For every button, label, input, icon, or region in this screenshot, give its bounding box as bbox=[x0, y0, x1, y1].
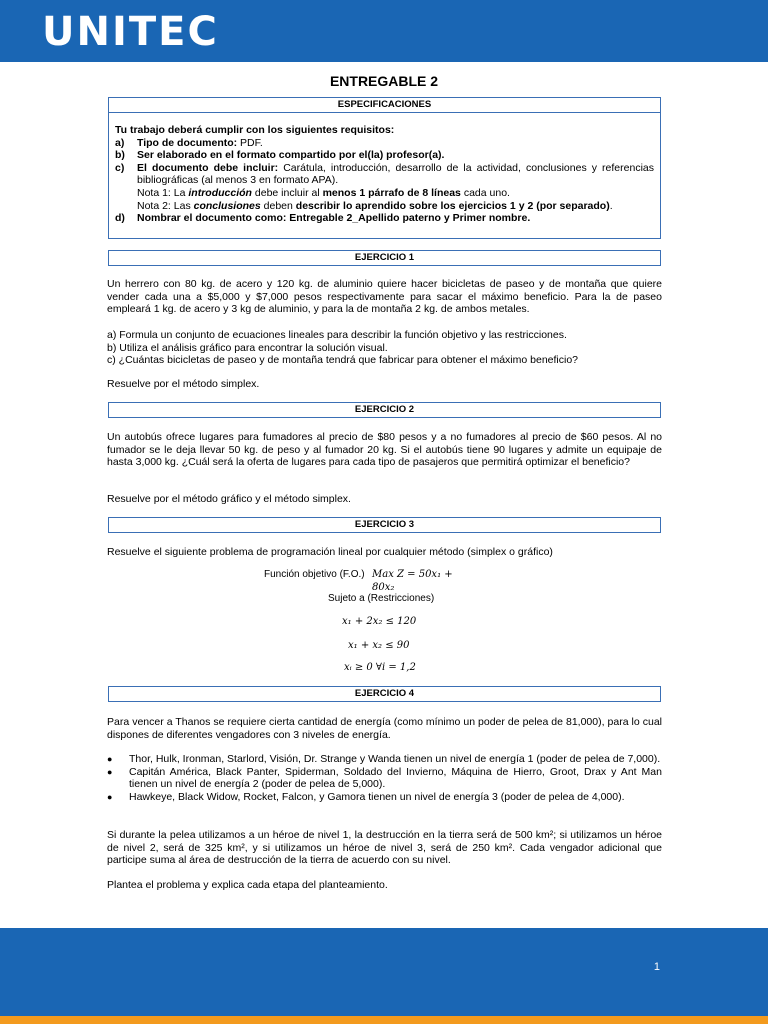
exercise-1-problem: Un herrero con 80 kg. de acero y 120 kg. de aluminio quiere hacer bicicletas de paseo y de montaña que quiere vender cada una a $5,000 y $7,000 pesos respectivamente para sacar el máximo beneficio. Para la de paseo empleará 1 kg. de acero y 3 kg de aluminio, y para la de montaña 2 kg. de ambos metales. bbox=[107, 278, 662, 316]
requirement-detail: PDF. bbox=[237, 136, 263, 149]
footer-bar bbox=[0, 928, 768, 1016]
requirements-intro: Tu trabajo deberá cumplir con los siguientes requisitos: bbox=[115, 124, 395, 136]
constraint-2: x₁ + x₂ ≤ 90 bbox=[348, 640, 410, 651]
header-bar bbox=[0, 0, 768, 62]
requirement-text bbox=[137, 137, 654, 150]
note-1 bbox=[115, 187, 654, 200]
bullet-icon: ● bbox=[107, 791, 113, 802]
list-item-text: Hawkeye, Black Widow, Rocket, Falcon, y Gamora tienen un nivel de energía 3 (poder de pelea de 4,000). bbox=[129, 790, 625, 803]
requirement-text bbox=[137, 212, 654, 225]
objective-label: Función objetivo (F.O.) bbox=[264, 569, 365, 580]
question-a: a) Formula un conjunto de ecuaciones lineales para describir la función objetivo y las restricciones. bbox=[107, 329, 567, 341]
bullet-icon: ● bbox=[107, 754, 113, 764]
exercise-2-header bbox=[108, 402, 661, 418]
requirement-letter: d) bbox=[115, 212, 125, 225]
note-emphasis: conclusiones bbox=[193, 199, 261, 212]
requirement-label: Nombrar el documento como: bbox=[137, 212, 287, 225]
note-bold: menos 1 párrafo de 8 líneas bbox=[322, 186, 461, 199]
exercise-1-heading: EJERCICIO 1 bbox=[354, 252, 415, 263]
constraint-1: x₁ + 2x₂ ≤ 120 bbox=[342, 616, 417, 627]
note-emphasis: introducción bbox=[188, 186, 252, 199]
page-title: ENTREGABLE 2 bbox=[329, 73, 439, 89]
requirement-c bbox=[115, 162, 654, 187]
requirement-letter: a) bbox=[115, 136, 125, 149]
page-number: 1 bbox=[653, 961, 660, 973]
exercise-3-header bbox=[108, 517, 661, 533]
requirement-text bbox=[137, 162, 654, 187]
list-item-text: Thor, Hulk, Ironman, Starlord, Visión, Dr. Strange y Wanda tienen un nivel de energía 1 (poder de pelea de 7,000). bbox=[129, 753, 661, 765]
requirement-label: Ser elaborado en el formato compartido por el(la) profesor(a). bbox=[137, 149, 445, 162]
unitec-logo: UNITEC bbox=[42, 9, 219, 55]
specifications-heading: ESPECIFICACIONES bbox=[109, 98, 660, 113]
exercise-1-questions bbox=[107, 329, 662, 367]
note-text: debe incluir al bbox=[251, 186, 323, 199]
note-bold: describir lo aprendido sobre los ejercicios 1 y 2 (por separado) bbox=[295, 199, 610, 212]
list-item bbox=[107, 766, 662, 791]
requirement-detail: Carátula, introducción, desarrollo de la actividad, conclusiones y referencias bibliográficas (al menos 3 en formato APA). bbox=[137, 161, 654, 187]
list-item-text: Capitán América, Black Panter, Spiderman, Soldado del Invierno, Máquina de Hierro, Groot, Drax y Ant Man tienen un nivel de energía 2 (poder de pelea de 5,000). bbox=[129, 765, 662, 791]
note-text: cada uno. bbox=[460, 186, 510, 199]
requirement-text bbox=[137, 149, 654, 162]
note-text: . bbox=[609, 199, 613, 212]
requirement-label: Tipo de documento: bbox=[137, 136, 238, 149]
note-2 bbox=[115, 200, 654, 213]
question-c: c) ¿Cuántas bicicletas de paseo y de montaña tendrá que fabricar para obtener el máximo beneficio? bbox=[107, 354, 579, 367]
requirement-label: El documento debe incluir: bbox=[137, 161, 279, 174]
requirement-letter: b) bbox=[115, 149, 125, 162]
exercise-1-method: Resuelve por el método simplex. bbox=[107, 378, 260, 390]
list-item bbox=[107, 753, 662, 766]
avengers-list bbox=[107, 753, 662, 803]
specifications-box bbox=[108, 97, 661, 239]
exercise-4-heading: EJERCICIO 4 bbox=[354, 688, 415, 699]
requirement-b bbox=[115, 149, 654, 162]
requirement-letter: c) bbox=[115, 161, 125, 174]
specifications-body bbox=[109, 113, 660, 235]
exercise-3-heading: EJERCICIO 3 bbox=[354, 519, 415, 530]
footer-accent-stripe bbox=[0, 1016, 768, 1024]
question-b: b) Utiliza el análisis gráfico para encontrar la solución visual. bbox=[107, 341, 388, 354]
exercise-4-header bbox=[108, 686, 661, 702]
exercise-2-problem: Un autobús ofrece lugares para fumadores al precio de $80 pesos y a no fumadores al precio de $60 pesos. Al no fumador se le deja llevar 50 kg. de peso y al fumador 20 kg. Si el autobús tiene 90 lugares y admite un equipaje de hasta 3,000 kg. ¿Cuál será la oferta de lugares para cada tipo de pasajeros que permitirá optimizar el beneficio? bbox=[107, 431, 662, 469]
bullet-icon: ● bbox=[107, 766, 113, 777]
exercise-1-header bbox=[108, 250, 661, 266]
list-item bbox=[107, 791, 662, 804]
exercise-2-heading: EJERCICIO 2 bbox=[354, 404, 415, 415]
exercise-4-destruction: Si durante la pelea utilizamos a un héroe de nivel 1, la destrucción en la tierra será de 500 km²; si utilizamos un héroe de nivel 2, será de 325 km², y si utilizamos un héroe de nivel 3, será de 250 km². Cada vengador adicional que participe suma al área de destrucción de la tierra de acuerdo con su nivel. bbox=[107, 829, 662, 867]
exercise-3-intro: Resuelve el siguiente problema de programación lineal por cualquier método (simplex o gráfico) bbox=[107, 546, 553, 558]
requirement-d bbox=[115, 212, 654, 225]
exercise-4-intro: Para vencer a Thanos se requiere cierta cantidad de energía (como mínimo un poder de pelea de 81,000), para lo cual dispones de diferentes vengadores con 3 niveles de energía. bbox=[107, 716, 662, 741]
subject-to-label: Sujeto a (Restricciones) bbox=[328, 593, 435, 604]
note-text: deben bbox=[260, 199, 296, 212]
constraint-3: xᵢ ≥ 0 ∀i = 1,2 bbox=[344, 662, 416, 673]
exercise-2-method: Resuelve por el método gráfico y el método simplex. bbox=[107, 493, 351, 505]
note-text: Nota 2: Las bbox=[137, 199, 194, 212]
exercise-4-task: Plantea el problema y explica cada etapa del planteamiento. bbox=[107, 879, 388, 891]
lp-formula-image bbox=[262, 566, 474, 678]
note-text: Nota 1: La bbox=[137, 186, 189, 199]
requirement-a bbox=[115, 137, 654, 150]
requirement-detail: Entregable 2_Apellido paterno y Primer nombre. bbox=[286, 212, 531, 225]
objective-expression: Max Z = 50x₁ + 80x₂ bbox=[372, 569, 453, 593]
